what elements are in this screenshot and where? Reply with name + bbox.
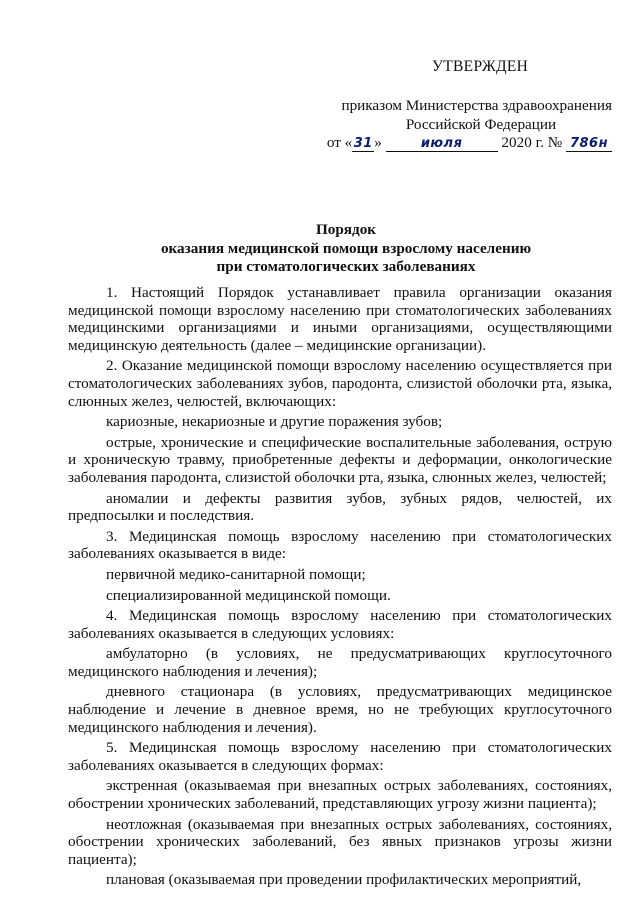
- heading-line-3: при стоматологических заболеваниях: [216, 258, 476, 275]
- paragraph-6: 3. Медицинская помощь взрослому населению при стоматологических заболеваниях оказывается в виде:: [68, 527, 612, 563]
- approval-title: УТВЕРЖДЕН: [432, 58, 529, 75]
- document-heading: [0, 221, 640, 277]
- paragraph-10: амбулаторно (в условиях, не предусматривающих круглосуточного медицинского наблюдения и лечения);: [68, 645, 612, 680]
- order-line-1: приказом Министерства здравоохранения: [341, 97, 612, 114]
- order-reference: [292, 97, 612, 153]
- handwritten-day: 31: [353, 136, 373, 151]
- paragraph-11: дневного стационара (в условиях, предусматривающих медицинское наблюдение и лечение в дневное время, но не требующих круглосуточного медицинского наблюдения и лечения).: [68, 683, 612, 736]
- paragraph-9: 4. Медицинская помощь взрослому населению при стоматологических заболеваниях оказывается в следующих условиях:: [68, 607, 612, 642]
- paragraph-7: первичной медико-санитарной помощи;: [106, 565, 366, 583]
- paragraph-13: экстренная (оказываемая при внезапных острых заболеваниях, состояниях, обострении хронических заболеваний, представляющих угрозу жизни пациента);: [68, 777, 612, 813]
- paragraph-5: аномалии и дефекты развития зубов, зубных рядов, челюстей, их предпосылки и последствия.: [68, 489, 612, 525]
- date-prefix: от «: [326, 134, 353, 151]
- handwritten-month: июля: [386, 136, 498, 152]
- paragraph-1: 1. Настоящий Порядок устанавливает правила организации оказания медицинской помощи взрослому населению при стоматологических заболеваниях медицинскими организациями и иными организациями, осуществляющими медицинскую деятельность (далее – медицинские организации).: [68, 284, 612, 354]
- date-day-suffix: »: [374, 134, 382, 151]
- paragraph-12: 5. Медицинская помощь взрослому населению при стоматологических заболеваниях оказывается в следующих формах:: [68, 739, 612, 774]
- paragraph-4: острые, хронические и специфические воспалительные заболевания, острую и хроническую травму, приобретенные дефекты и деформации, онкологические заболевания пародонта, слизистой оболочки рта, языка, слюнных желез, челюстей;: [68, 433, 612, 486]
- paragraph-3: кариозные, некариозные и другие поражения зубов;: [106, 413, 443, 431]
- order-line-2: Российской Федерации: [405, 115, 557, 133]
- handwritten-number: 786н: [566, 136, 612, 152]
- order-date-line: [292, 134, 612, 153]
- heading-line-2: оказания медицинской помощи взрослому населению: [160, 239, 532, 257]
- document-body: [68, 284, 612, 889]
- paragraph-15: плановая (оказываемая при проведении профилактических мероприятий,: [106, 871, 582, 889]
- heading-line-1: Порядок: [315, 221, 377, 238]
- paragraph-2: 2. Оказание медицинской помощи взрослому населению осуществляется при стоматологических заболеваниях зубов, пародонта, слизистой оболочки рта, языка, слюнных желез, челюстей, включающих:: [68, 357, 612, 410]
- date-year-text: 2020 г. №: [501, 134, 563, 151]
- paragraph-14: неотложная (оказываемая при внезапных острых заболеваниях, состояниях, обострении хронических заболеваний, без явных признаков угрозы жизни пациента);: [68, 815, 612, 868]
- paragraph-8: специализированной медицинской помощи.: [106, 586, 391, 604]
